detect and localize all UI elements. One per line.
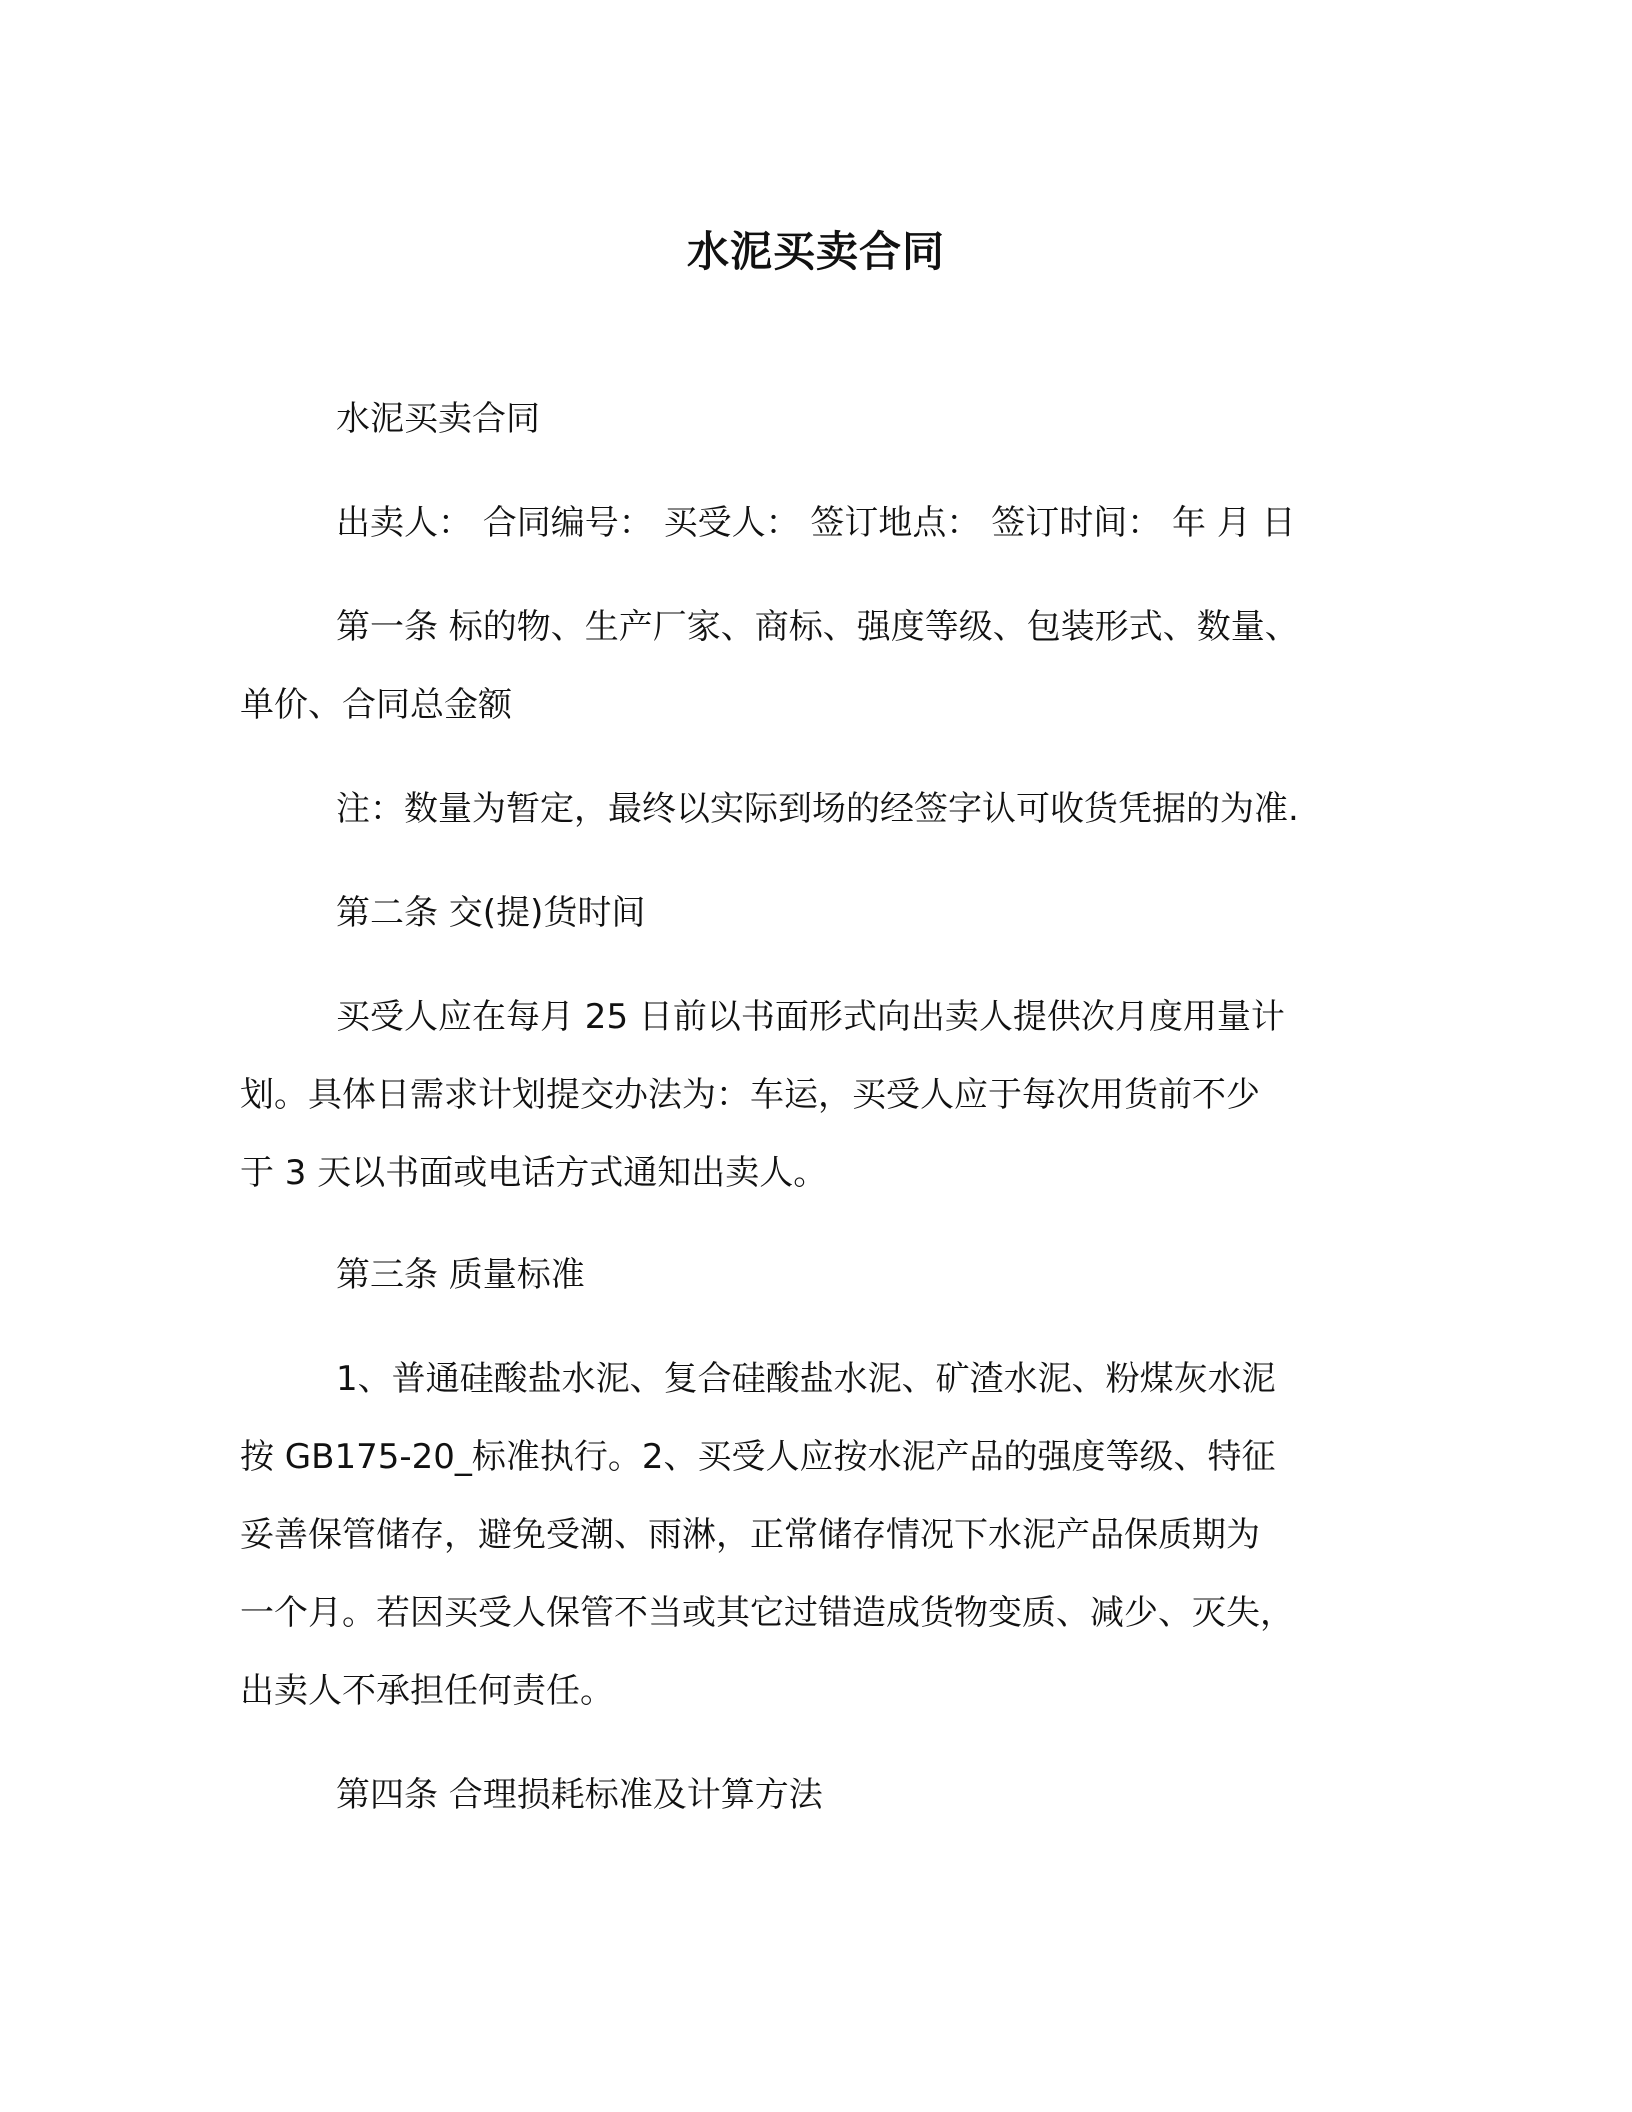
article2-line2: 划。具体日需求计划提交办法为：车运，买受人应于每次用货前不少 (240, 1075, 1260, 1115)
contract-subtitle: 水泥买卖合同 (336, 399, 540, 439)
document-title: 水泥买卖合同 (686, 227, 945, 276)
article2-line3: 于 3 天以书面或电话方式通知出卖人。 (240, 1153, 828, 1193)
article2-heading: 第二条 交(提)货时间 (336, 893, 646, 933)
note-line: 注：数量为暂定，最终以实际到场的经签字认可收货凭据的为准. (336, 789, 1299, 829)
article2-line1: 买受人应在每月 25 日前以书面形式向出卖人提供次月度用量计 (336, 997, 1285, 1037)
article3-line3: 妥善保管储存，避免受潮、雨淋，正常储存情况下水泥产品保质期为 (240, 1515, 1260, 1555)
article4-heading: 第四条 合理损耗标准及计算方法 (336, 1775, 823, 1815)
article3-line5: 出卖人不承担任何责任。 (240, 1671, 614, 1711)
article3-line4: 一个月。若因买受人保管不当或其它过错造成货物变质、减少、灭失， (240, 1593, 1294, 1633)
article1-line2: 单价、合同总金额 (240, 685, 512, 725)
article3-line2: 按 GB175-20_标准执行。2、买受人应按水泥产品的强度等级、特征 (240, 1437, 1276, 1477)
article1-line1: 第一条 标的物、生产厂家、商标、强度等级、包装形式、数量、 (336, 607, 1299, 647)
article3-heading: 第三条 质量标准 (336, 1255, 585, 1295)
parties-line: 出卖人： 合同编号： 买受人： 签订地点： 签订时间： 年 月 日 (336, 503, 1296, 543)
article3-line1: 1、普通硅酸盐水泥、复合硅酸盐水泥、矿渣水泥、粉煤灰水泥 (336, 1359, 1276, 1399)
